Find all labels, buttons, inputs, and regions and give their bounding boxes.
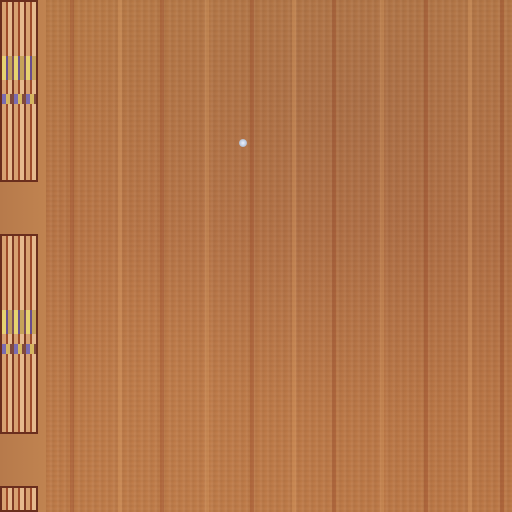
plow-line: [332, 0, 336, 512]
plow-line: [205, 0, 209, 512]
plow-line: [250, 0, 254, 512]
structure-band: [2, 94, 36, 104]
bright-speck: [239, 139, 247, 147]
plow-line: [118, 0, 122, 512]
structure-block: [0, 486, 38, 512]
structure-band: [2, 310, 36, 334]
plow-line: [500, 0, 504, 512]
plow-line: [468, 0, 472, 512]
plow-line: [70, 0, 74, 512]
structure-block: [0, 234, 38, 434]
plow-line: [292, 0, 296, 512]
structure-band: [2, 56, 36, 80]
structure-block: [0, 0, 38, 182]
plow-line: [380, 0, 384, 512]
structure-band: [2, 344, 36, 354]
plow-line: [160, 0, 164, 512]
plow-line: [424, 0, 428, 512]
